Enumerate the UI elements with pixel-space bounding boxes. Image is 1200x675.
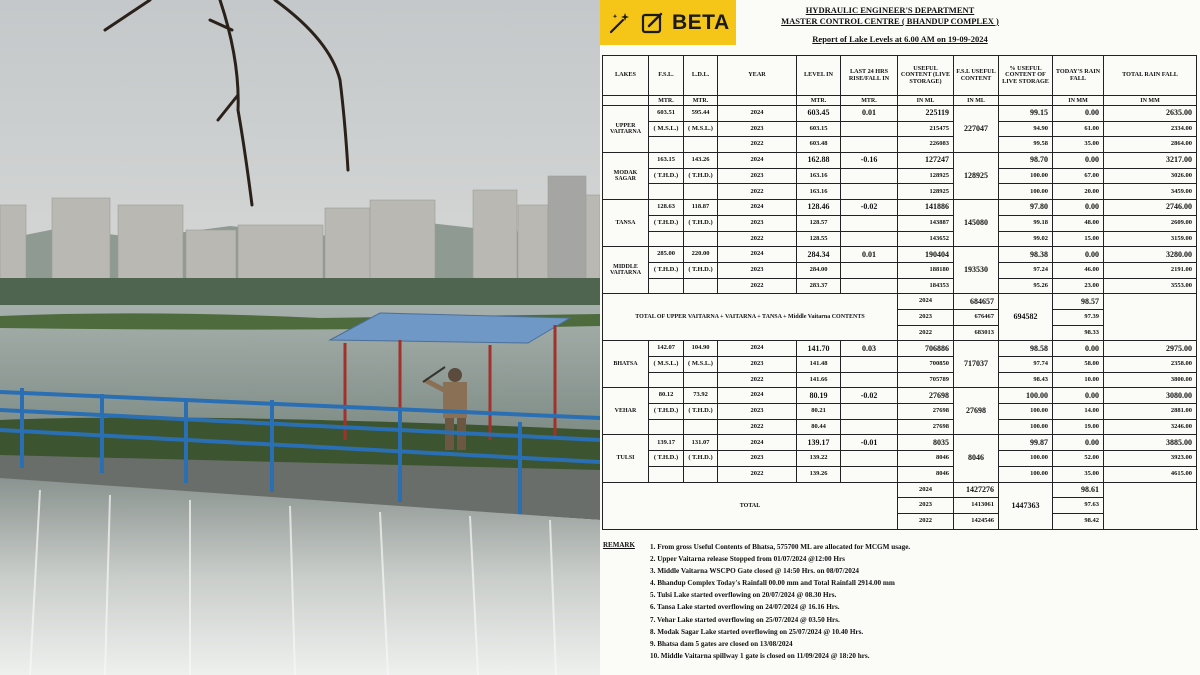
remark-item: 5. Tulsi Lake started overflowing on 20/07/2024 @ 08.30 Hrs. <box>650 591 837 600</box>
table-cell: 188180 <box>898 262 954 278</box>
remark-item: 6. Tansa Lake started overflowing on 24/07/2024 @ 16.16 Hrs. <box>650 603 840 612</box>
table-cell: 141.66 <box>797 372 841 388</box>
table-cell: 2024 <box>718 341 797 357</box>
table-cell: 684657 <box>954 294 999 310</box>
table-cell: 97.63 <box>1053 498 1104 514</box>
table-cell: 285.00 <box>649 247 684 263</box>
table-row <box>603 341 1197 357</box>
subtotal-row <box>603 294 1197 310</box>
table-cell: 595.44 <box>684 106 718 122</box>
remark-list <box>650 541 910 662</box>
table-cell: 97.80 <box>999 200 1053 216</box>
table-cell: 8046 <box>898 451 954 467</box>
table-cell: 27698 <box>898 404 954 420</box>
table-row <box>603 451 1197 467</box>
table-cell: 46.00 <box>1053 262 1104 278</box>
table-cell: -0.01 <box>841 435 898 451</box>
table-cell: 2022 <box>898 513 954 529</box>
table-cell: 2881.00 <box>1104 404 1197 420</box>
table-cell: 2022 <box>718 419 797 435</box>
table-cell <box>841 231 898 247</box>
table-cell: ( M.S.L.) <box>684 357 718 373</box>
fsl-useful-content: 227047 <box>954 106 999 153</box>
table-cell: 3026.00 <box>1104 168 1197 184</box>
table-cell: 2358.00 <box>1104 357 1197 373</box>
table-cell: 2024 <box>718 106 797 122</box>
table-cell: 2022 <box>718 231 797 247</box>
table-cell: 2022 <box>718 137 797 153</box>
table-cell: 2022 <box>718 466 797 482</box>
table-cell <box>841 404 898 420</box>
table-cell: 99.58 <box>999 137 1053 153</box>
table-cell: 98.61 <box>1053 482 1104 498</box>
table-cell: 52.00 <box>1053 451 1104 467</box>
lake-name: BHATSA <box>603 341 649 388</box>
table-cell: 0.00 <box>1053 341 1104 357</box>
table-row <box>603 262 1197 278</box>
treeline <box>0 278 600 308</box>
col-level: LEVEL IN <box>797 56 841 96</box>
table-cell: 163.15 <box>649 153 684 169</box>
table-cell: 99.18 <box>999 215 1053 231</box>
unit-rise: MTR. <box>841 96 898 106</box>
table-cell: 100.00 <box>999 419 1053 435</box>
table-cell: ( T.H.D.) <box>649 168 684 184</box>
table-cell: 0.00 <box>1053 247 1104 263</box>
table-cell: 163.16 <box>797 184 841 200</box>
table-cell: 0.01 <box>841 247 898 263</box>
remark-item: 4. Bhandup Complex Today's Rainfall 00.00 mm and Total Rainfall 2914.00 mm <box>650 579 895 588</box>
table-row <box>603 435 1197 451</box>
table-cell: 1413061 <box>954 498 999 514</box>
table-cell <box>841 121 898 137</box>
table-cell: 98.38 <box>999 247 1053 263</box>
table-cell <box>841 278 898 294</box>
table-cell: 139.22 <box>797 451 841 467</box>
table-cell: 0.00 <box>1053 388 1104 404</box>
table-cell: 163.16 <box>797 168 841 184</box>
table-cell: 2864.00 <box>1104 137 1197 153</box>
table-cell: 99.02 <box>999 231 1053 247</box>
table-cell: 8046 <box>898 466 954 482</box>
table-cell: 99.15 <box>999 106 1053 122</box>
table-cell <box>841 419 898 435</box>
table-cell: 2024 <box>718 435 797 451</box>
table-cell: 141886 <box>898 200 954 216</box>
table-cell: 27698 <box>898 388 954 404</box>
table-row <box>603 168 1197 184</box>
table-cell: 80.44 <box>797 419 841 435</box>
total-row <box>603 482 1197 498</box>
table-cell: -0.02 <box>841 200 898 216</box>
table-cell: 184353 <box>898 278 954 294</box>
table-cell: 61.00 <box>1053 121 1104 137</box>
table-cell: 35.00 <box>1053 137 1104 153</box>
table-cell <box>841 262 898 278</box>
col-today-rain: TODAY'S RAIN FALL <box>1053 56 1104 96</box>
beta-label: BETA <box>672 10 730 34</box>
table-row <box>603 372 1197 388</box>
lake-name: VEHAR <box>603 388 649 435</box>
table-cell: 10.00 <box>1053 372 1104 388</box>
table-cell: 20.00 <box>1053 184 1104 200</box>
table-cell: -0.16 <box>841 153 898 169</box>
table-cell: 3459.00 <box>1104 184 1197 200</box>
table-row <box>603 278 1197 294</box>
table-cell: -0.02 <box>841 388 898 404</box>
remark-item: 7. Vehar Lake started overflowing on 25/07/2024 @ 03.50 Hrs. <box>650 615 840 624</box>
table-cell: 2022 <box>898 325 954 341</box>
table-cell: ( T.H.D.) <box>684 262 718 278</box>
table-cell: 676467 <box>954 309 999 325</box>
col-rise: LAST 24 HRS RISE/FALL IN <box>841 56 898 96</box>
table-cell: 2022 <box>718 372 797 388</box>
remark-item: 8. Modak Sagar Lake started overflowing on 25/07/2024 @ 10.40 Hrs. <box>650 627 864 636</box>
table-cell: 2024 <box>718 247 797 263</box>
table-cell: 284.00 <box>797 262 841 278</box>
table-cell: 100.00 <box>999 388 1053 404</box>
table-cell: ( T.H.D.) <box>649 262 684 278</box>
table-cell: ( T.H.D.) <box>684 404 718 420</box>
col-fsl: F.S.L. <box>649 56 684 96</box>
table-cell <box>841 372 898 388</box>
table-cell: 190404 <box>898 247 954 263</box>
table-row <box>603 121 1197 137</box>
table-cell: 283.37 <box>797 278 841 294</box>
department-title: HYDRAULIC ENGINEER'S DEPARTMENT <box>805 5 975 15</box>
table-cell: 27698 <box>898 419 954 435</box>
table-cell: 2023 <box>718 215 797 231</box>
table-cell: 143.26 <box>684 153 718 169</box>
table-cell: ( T.H.D.) <box>684 451 718 467</box>
table-row <box>603 200 1197 216</box>
table-cell: 98.70 <box>999 153 1053 169</box>
col-ldl: L.D.L. <box>684 56 718 96</box>
table-cell: 48.00 <box>1053 215 1104 231</box>
unit-today-rain: IN MM <box>1053 96 1104 106</box>
col-lakes: LAKES <box>603 56 649 96</box>
table-cell: 1424546 <box>954 513 999 529</box>
table-cell: 2024 <box>898 482 954 498</box>
table-cell: 2635.00 <box>1104 106 1197 122</box>
remark-heading: REMARK <box>603 541 635 549</box>
table-cell: 104.90 <box>684 341 718 357</box>
table-cell: 98.58 <box>999 341 1053 357</box>
col-year: YEAR <box>718 56 797 96</box>
report-title: Report of Lake Levels at 6.00 AM on 19-09-2024 <box>812 34 988 44</box>
table-cell <box>841 184 898 200</box>
table-cell: 3246.00 <box>1104 419 1197 435</box>
table-cell: ( T.H.D.) <box>684 168 718 184</box>
beta-badge[interactable] <box>600 0 736 45</box>
table-cell: 100.00 <box>999 404 1053 420</box>
table-cell: 35.00 <box>1053 466 1104 482</box>
table-cell <box>841 168 898 184</box>
table-cell: 139.26 <box>797 466 841 482</box>
table-cell: 14.00 <box>1053 404 1104 420</box>
table-cell: ( M.S.L.) <box>684 121 718 137</box>
table-cell: 603.48 <box>797 137 841 153</box>
table-cell: 128.57 <box>797 215 841 231</box>
unit-ldl: MTR. <box>684 96 718 106</box>
subtotal-label: TOTAL OF UPPER VAITARNA + VAITARNA + TANSA + Middle Vaitarna CONTENTS <box>603 294 898 341</box>
table-cell: ( T.H.D.) <box>649 215 684 231</box>
table-row <box>603 357 1197 373</box>
table-cell: 2191.00 <box>1104 262 1197 278</box>
table-cell: 3885.00 <box>1104 435 1197 451</box>
table-cell: ( T.H.D.) <box>649 451 684 467</box>
table-body <box>603 106 1197 530</box>
table-cell: 2024 <box>898 294 954 310</box>
table-cell: ( T.H.D.) <box>684 215 718 231</box>
table-cell: 2023 <box>898 498 954 514</box>
table-cell: 683013 <box>954 325 999 341</box>
table-row <box>603 388 1197 404</box>
table-cell: 128.46 <box>797 200 841 216</box>
table-cell: 128.63 <box>649 200 684 216</box>
remark-item: 3. Middle Vaitarna WSCPO Gate closed @ 14:50 Hrs. on 08/07/2024 <box>650 567 860 576</box>
table-row <box>603 137 1197 153</box>
table-cell: 2022 <box>718 184 797 200</box>
table-cell: ( M.S.L.) <box>649 121 684 137</box>
table-cell <box>841 137 898 153</box>
table-cell: 2746.00 <box>1104 200 1197 216</box>
table-cell: 220.00 <box>684 247 718 263</box>
table-cell: 100.00 <box>999 168 1053 184</box>
table-cell: 94.90 <box>999 121 1053 137</box>
table-row <box>603 106 1197 122</box>
table-cell: 705789 <box>898 372 954 388</box>
table-cell: 98.57 <box>1053 294 1104 310</box>
table-cell: 98.33 <box>1053 325 1104 341</box>
table-cell: 99.87 <box>999 435 1053 451</box>
table-cell: 143652 <box>898 231 954 247</box>
sparkle-wand-icon <box>608 11 632 35</box>
fsl-useful-content: 8046 <box>954 435 999 482</box>
table-cell: 100.00 <box>999 451 1053 467</box>
table-cell: 2023 <box>718 451 797 467</box>
table-cell: 603.51 <box>649 106 684 122</box>
lake-name: TULSI <box>603 435 649 482</box>
unit-total-rain: IN MM <box>1104 96 1197 106</box>
table-cell: 127247 <box>898 153 954 169</box>
table-cell: 19.00 <box>1053 419 1104 435</box>
table-cell: 143887 <box>898 215 954 231</box>
table-cell: ( T.H.D.) <box>649 404 684 420</box>
lake-name: TANSA <box>603 200 649 247</box>
table-cell: 0.00 <box>1053 106 1104 122</box>
fsl-useful-content: 717037 <box>954 341 999 388</box>
table-cell: 3553.00 <box>1104 278 1197 294</box>
table-cell: 2023 <box>718 262 797 278</box>
table-cell: 2023 <box>718 168 797 184</box>
table-cell: 97.24 <box>999 262 1053 278</box>
col-pct: % USEFUL CONTENT OF LIVE STORAGE <box>999 56 1053 96</box>
table-cell: 97.39 <box>1053 309 1104 325</box>
table-cell: 2023 <box>718 357 797 373</box>
fsl-useful-content: 128925 <box>954 153 999 200</box>
table-cell: 603.15 <box>797 121 841 137</box>
table-cell: 141.70 <box>797 341 841 357</box>
table-row <box>603 247 1197 263</box>
table-cell: 1427276 <box>954 482 999 498</box>
table-cell: ( M.S.L.) <box>649 357 684 373</box>
table-cell: 139.17 <box>649 435 684 451</box>
unit-fsl: MTR. <box>649 96 684 106</box>
table-cell: 0.00 <box>1053 153 1104 169</box>
centre-title: MASTER CONTROL CENTRE ( BHANDUP COMPLEX ) <box>781 16 999 26</box>
total-fsl-useful: 1447363 <box>999 482 1053 529</box>
table-cell: 3159.00 <box>1104 231 1197 247</box>
table-row <box>603 215 1197 231</box>
table-cell: 706886 <box>898 341 954 357</box>
table-row <box>603 184 1197 200</box>
table-cell: 0.00 <box>1053 200 1104 216</box>
table-cell: 2334.00 <box>1104 121 1197 137</box>
table-cell <box>841 451 898 467</box>
table-cell: 8035 <box>898 435 954 451</box>
table-cell: 73.92 <box>684 388 718 404</box>
remark-item: 10. Middle Vaitarna spillway 1 gate is closed on 11/09/2024 @ 18:20 hrs. <box>650 651 870 660</box>
lake-levels-table <box>602 55 1197 530</box>
header-row <box>603 56 1197 96</box>
table-cell: 80.19 <box>797 388 841 404</box>
table-row <box>603 153 1197 169</box>
unit-level: MTR. <box>797 96 841 106</box>
table-cell: 0.00 <box>1053 435 1104 451</box>
table-row <box>603 404 1197 420</box>
unit-useful: IN ML <box>898 96 954 106</box>
table-cell: 141.48 <box>797 357 841 373</box>
table-cell: 226083 <box>898 137 954 153</box>
table-cell: 2024 <box>718 153 797 169</box>
remark-item: 1. From gross Useful Contents of Bhatsa, 575700 ML are allocated for MCGM usage. <box>650 543 911 551</box>
table-cell: 15.00 <box>1053 231 1104 247</box>
remark-item: 2. Upper Vaitarna release Stopped from 01/07/2024 @12:00 Hrs <box>650 555 845 564</box>
table-cell: 225119 <box>898 106 954 122</box>
subtotal-fsl-useful: 694582 <box>999 294 1053 341</box>
table-cell: 3080.00 <box>1104 388 1197 404</box>
table-cell: 142.07 <box>649 341 684 357</box>
lake-levels-report <box>600 0 1200 675</box>
table-cell: 58.00 <box>1053 357 1104 373</box>
col-total-rain: TOTAL RAIN FALL <box>1104 56 1197 96</box>
table-cell: 97.74 <box>999 357 1053 373</box>
remark-item: 9. Bhatsa dam 5 gates are closed on 13/08/2024 <box>650 639 793 648</box>
table-cell <box>841 215 898 231</box>
table-cell: 162.88 <box>797 153 841 169</box>
table-cell: 100.00 <box>999 184 1053 200</box>
table-cell: 2975.00 <box>1104 341 1197 357</box>
table-row <box>603 231 1197 247</box>
table-cell: 603.45 <box>797 106 841 122</box>
table-cell: 2609.00 <box>1104 215 1197 231</box>
unit-fsl-useful: IN ML <box>954 96 999 106</box>
table-cell: 2023 <box>718 404 797 420</box>
table-cell: 128.55 <box>797 231 841 247</box>
lake-name: MODAK SAGAR <box>603 153 649 200</box>
table-cell: 2023 <box>898 309 954 325</box>
table-cell: 0.03 <box>841 341 898 357</box>
table-cell: 128925 <box>898 168 954 184</box>
units-row <box>603 96 1197 106</box>
col-useful: USEFUL CONTENT (LIVE STORAGE) <box>898 56 954 96</box>
table-cell: 98.42 <box>1053 513 1104 529</box>
table-cell: 80.12 <box>649 388 684 404</box>
table-cell: 23.00 <box>1053 278 1104 294</box>
table-cell <box>841 466 898 482</box>
table-cell: 80.21 <box>797 404 841 420</box>
table-cell: 284.34 <box>797 247 841 263</box>
fsl-useful-content: 27698 <box>954 388 999 435</box>
fsl-useful-content: 145080 <box>954 200 999 247</box>
table-cell: 3800.00 <box>1104 372 1197 388</box>
table-cell: 95.26 <box>999 278 1053 294</box>
table-cell <box>841 357 898 373</box>
table-cell: 4615.00 <box>1104 466 1197 482</box>
edit-square-icon <box>640 11 664 35</box>
col-fsl-useful: F.S.L USEFUL CONTENT <box>954 56 999 96</box>
table-cell: 3217.00 <box>1104 153 1197 169</box>
table-row <box>603 466 1197 482</box>
lake-name: MIDDLE VAITARNA <box>603 247 649 294</box>
table-cell: 118.87 <box>684 200 718 216</box>
table-cell: 700850 <box>898 357 954 373</box>
table-cell: 2024 <box>718 388 797 404</box>
table-cell: 98.43 <box>999 372 1053 388</box>
table-cell: 2022 <box>718 278 797 294</box>
table-cell: 2023 <box>718 121 797 137</box>
table-row <box>603 419 1197 435</box>
lake-name: UPPER VAITARNA <box>603 106 649 153</box>
table-cell: 100.00 <box>999 466 1053 482</box>
table-cell: 131.07 <box>684 435 718 451</box>
table-cell: 3280.00 <box>1104 247 1197 263</box>
table-cell: 215475 <box>898 121 954 137</box>
table-cell: 0.01 <box>841 106 898 122</box>
fsl-useful-content: 193530 <box>954 247 999 294</box>
table-cell: 128925 <box>898 184 954 200</box>
total-label: TOTAL <box>603 482 898 529</box>
table-cell: 139.17 <box>797 435 841 451</box>
table-cell: 2024 <box>718 200 797 216</box>
table-cell: 3923.00 <box>1104 451 1197 467</box>
table-cell: 67.00 <box>1053 168 1104 184</box>
